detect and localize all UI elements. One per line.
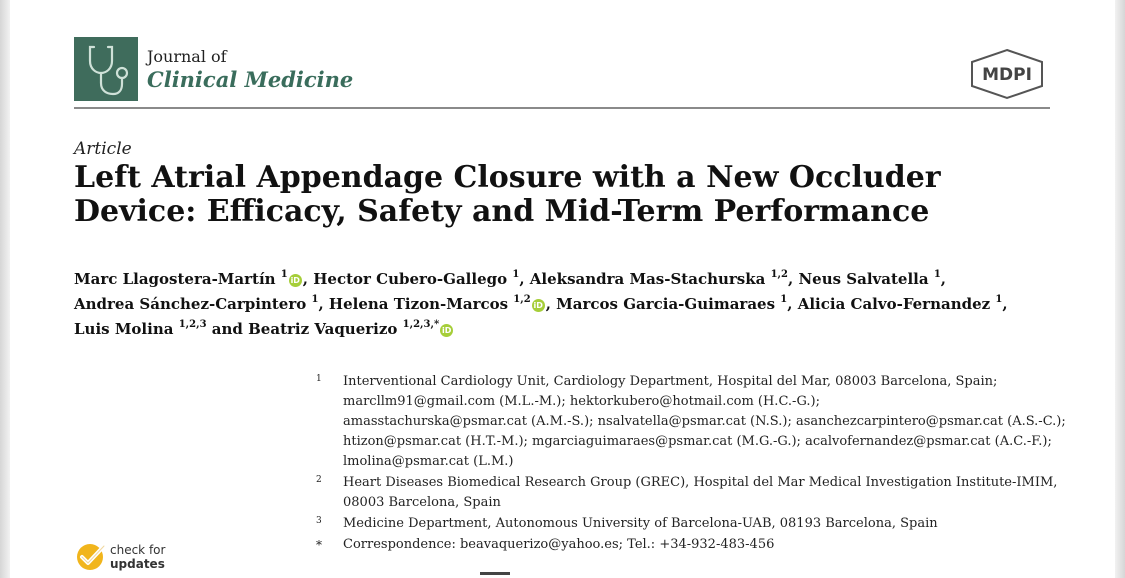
affiliation-line: Medicine Department, Autonomous University of Barcelona-UAB, 08193 Barcelona, Spain xyxy=(343,516,938,531)
author-name: Marcos Garcia-Guimaraes xyxy=(556,295,776,313)
affiliation-line: marcllm91@gmail.com (M.L.-M.); hektorkubero@hotmail.com (H.C.-G.); xyxy=(343,394,820,409)
affiliation-mark: 3 xyxy=(316,516,322,526)
affiliations xyxy=(316,372,1076,556)
page-edge-right xyxy=(1115,0,1125,578)
stethoscope-icon xyxy=(74,37,138,101)
author-affiliation-mark: 1 xyxy=(280,269,288,280)
journal-of-label: Journal of xyxy=(147,47,227,66)
author-name: Aleksandra Mas-Stachurska xyxy=(529,270,766,288)
document-page xyxy=(10,0,1115,578)
author-affiliation-mark: 1,2 xyxy=(513,294,531,305)
affiliation-line: 08003 Barcelona, Spain xyxy=(343,495,501,510)
author-affiliation-mark: 1 xyxy=(780,294,788,305)
truncated-text-fragment xyxy=(480,572,510,575)
article-title: Left Atrial Appendage Closure with a New Occluder Device: Efficacy, Safety and Mid-Term Performance xyxy=(74,160,941,229)
affiliation-2 xyxy=(316,473,1076,513)
affiliation-mark: 2 xyxy=(316,475,322,485)
author-affiliation-mark: 1 xyxy=(512,269,520,280)
affiliation-line: lmolina@psmar.cat (L.M.) xyxy=(343,454,514,469)
correspondence-line: Correspondence: beavaquerizo@yahoo.es; Tel.: +34-932-483-456 xyxy=(343,537,775,552)
orcid-icon[interactable]: iD xyxy=(533,301,543,310)
author-list: Marc Llagostera-Martín $^1$iD , Hector Cubero-Gallego $^1$, Aleksandra Mas-Stachurska $^{1,2}$, Neus Salvatella $^1$, Andrea Sánchez-Carpintero $^1$, Helena Tizon-Marcos $^{1,2}$iD , Marcos Garcia-Guimaraes $^1$, Alicia Calvo-Fernandez $^1$, Luis Molina $^{1,2,3}$ and Beatriz Vaquerizo $^{1,2,3,*}$iD xyxy=(74,269,1008,338)
correspondence xyxy=(316,535,1076,555)
page-edge-left xyxy=(0,0,10,578)
affiliation-3 xyxy=(316,514,1076,534)
author-name: Neus Salvatella xyxy=(798,270,929,288)
author-affiliation-mark: 1,2,3 xyxy=(178,319,207,330)
mdpi-logo xyxy=(968,48,1046,100)
journal-logo xyxy=(74,37,138,101)
orcid-icon[interactable]: iD xyxy=(441,326,452,335)
author-affiliation-mark: 1,2 xyxy=(770,269,788,280)
affiliation-line: htizon@psmar.cat (H.T.-M.); mgarciaguimaraes@psmar.cat (M.G.-G.); acalvofernandez@psmar.cat (A.C.-F.); xyxy=(343,434,1052,449)
author-name: Alicia Calvo-Fernandez xyxy=(797,295,991,313)
correspondence-mark: * xyxy=(316,538,322,552)
affiliation-line: Heart Diseases Biomedical Research Group (GREC), Hospital del Mar Medical Investigation Institute-IMIM, xyxy=(343,475,1058,490)
author-affiliation-mark: 1 xyxy=(995,294,1003,305)
author-name: Hector Cubero-Gallego xyxy=(313,270,508,288)
check-for-updates-label[interactable]: check for updates xyxy=(110,543,166,571)
journal-name: Clinical Medicine xyxy=(147,67,354,92)
orcid-icon[interactable]: iD xyxy=(290,276,300,285)
check-for-updates-icon[interactable] xyxy=(74,540,110,572)
publisher-name: MDPI xyxy=(982,65,1032,85)
author-name: Andrea Sánchez-Carpintero xyxy=(74,295,307,313)
author-name: Helena Tizon-Marcos xyxy=(328,295,509,313)
affiliation-line: amasstachurska@psmar.cat (A.M.-S.); nsalvatella@psmar.cat (N.S.); asanchezcarpintero@psmar.cat (A.S.-C.); xyxy=(343,414,1066,429)
affiliation-mark: 1 xyxy=(316,374,322,384)
header-divider xyxy=(74,107,1050,109)
author-affiliation-mark: 1 xyxy=(933,269,941,280)
author-name: Marc Llagostera-Martín xyxy=(74,270,276,288)
affiliation-1 xyxy=(316,372,1076,472)
article-type: Article xyxy=(74,139,132,159)
author-name: Luis Molina xyxy=(74,320,174,338)
affiliation-line: Interventional Cardiology Unit, Cardiology Department, Hospital del Mar, 08003 Barcelona, Spain; xyxy=(343,374,998,389)
author-name: Beatriz Vaquerizo xyxy=(248,320,398,338)
author-affiliation-mark: 1,2,3,* xyxy=(402,319,440,330)
author-affiliation-mark: 1 xyxy=(311,294,319,305)
